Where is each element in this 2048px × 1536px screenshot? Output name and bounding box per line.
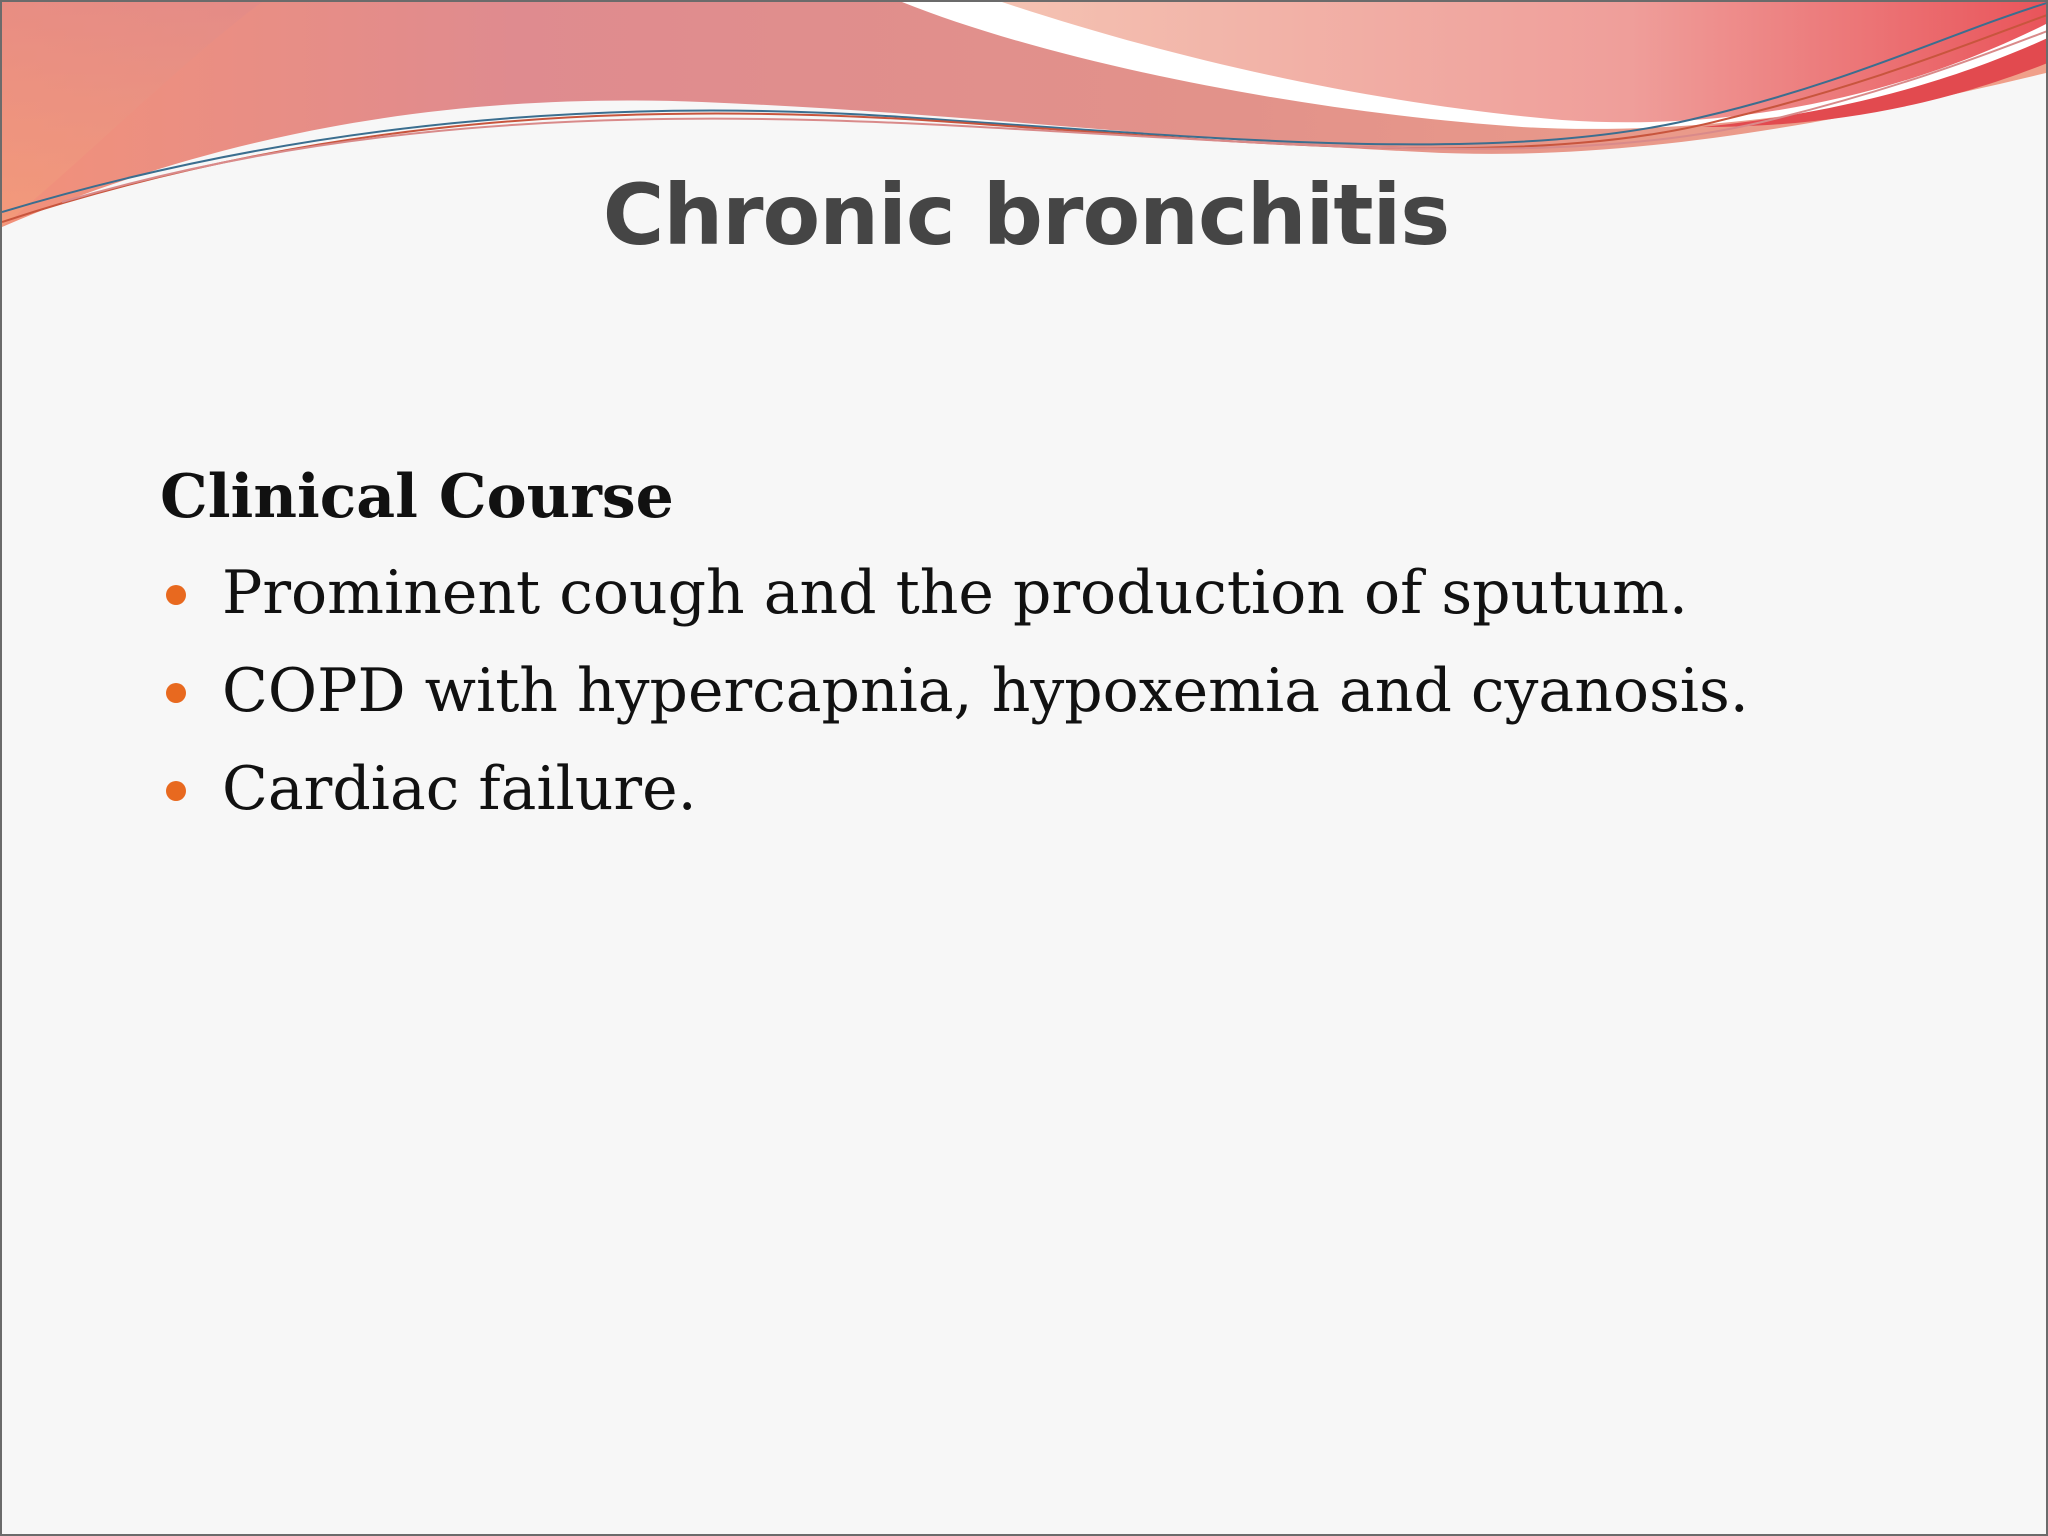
section-subheading: Clinical Course <box>160 462 674 532</box>
bullet-item <box>160 747 1960 831</box>
bullet-dot-icon <box>166 683 186 703</box>
slide-body <box>160 457 1960 845</box>
bullet-list <box>160 551 1960 831</box>
bullet-dot-icon <box>166 781 186 801</box>
bullet-item <box>160 551 1960 635</box>
bullet-text: Prominent cough and the production of sputum. <box>222 558 1688 628</box>
bullet-text: Cardiac failure. <box>222 754 697 824</box>
bullet-item <box>160 649 1960 733</box>
bullet-dot-icon <box>166 585 186 605</box>
bullet-text: COPD with hypercapnia, hypoxemia and cyanosis. <box>222 656 1749 726</box>
slide-title: Chronic bronchitis <box>602 166 1450 264</box>
